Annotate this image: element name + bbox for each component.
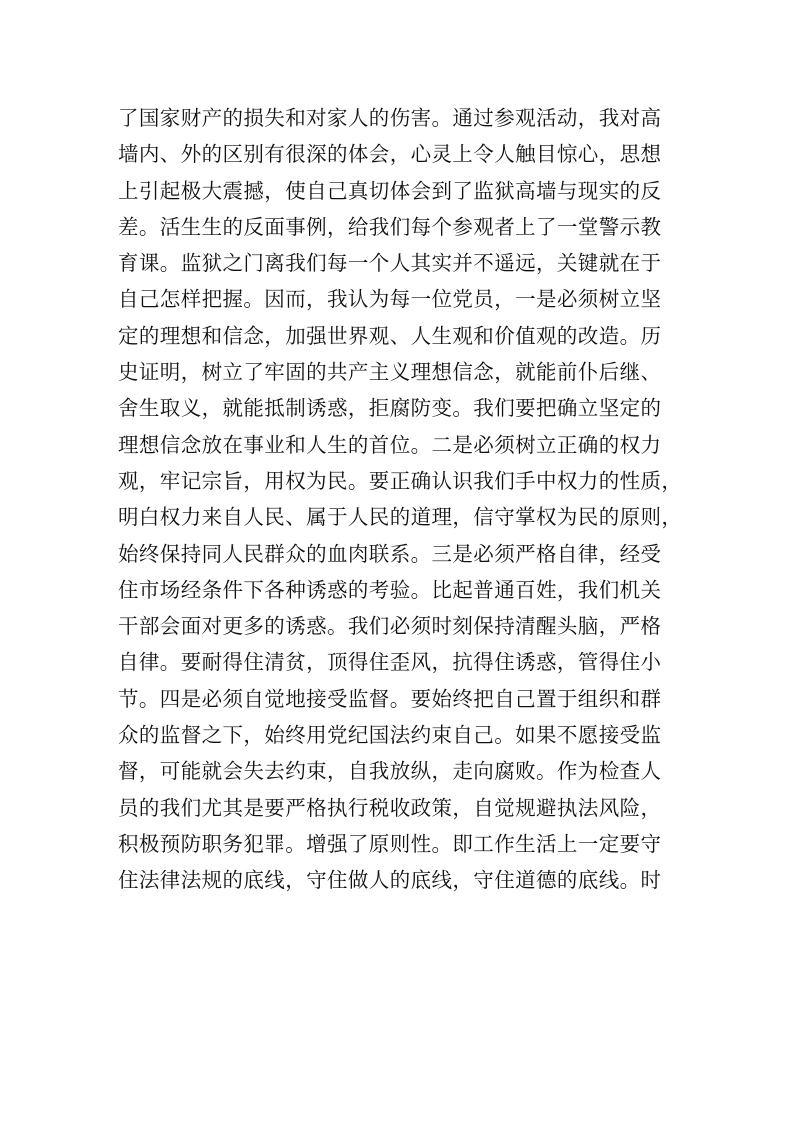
- text-line: 墙内、外的区别有很深的体会，心灵上令人触目惊心，思想: [118, 142, 662, 167]
- text-line: 始终保持同人民群众的血肉联系。三是必须严格自律，经受: [118, 541, 662, 566]
- text-line: 理想信念放在事业和人生的首位。二是必须树立正确的权力: [118, 432, 662, 457]
- text-line: 观，牢记宗旨，用权为民。要正确认识我们手中权力的性质，: [118, 468, 683, 493]
- text-line: 积极预防职务犯罪。增强了原则性。即工作生活上一定要守: [118, 831, 662, 856]
- text-line: 干部会面对更多的诱惑。我们必须时刻保持清醒头脑，严格: [118, 614, 662, 639]
- text-line: 明白权力来自人民、属于人民的道理，信守掌权为民的原则，: [118, 505, 683, 530]
- text-line: 定的理想和信念，加强世界观、人生观和价值观的改造。历: [118, 323, 662, 348]
- text-line: 员的我们尤其是要严格执行税收政策，自觉规避执法风险，: [118, 795, 662, 820]
- text-line: 史证明，树立了牢固的共产主义理想信念，就能前仆后继、: [118, 360, 662, 385]
- text-line: 自律。要耐得住清贫，顶得住歪风，抗得住诱惑，管得住小: [118, 650, 662, 675]
- text-line: 众的监督之下，始终用党纪国法约束自己。如果不愿接受监: [118, 723, 662, 748]
- text-line: 舍生取义，就能抵制诱惑，拒腐防变。我们要把确立坚定的: [118, 396, 662, 421]
- text-line: 上引起极大震撼，使自己真切体会到了监狱高墙与现实的反: [118, 178, 662, 203]
- text-line: 节。四是必须自觉地接受监督。要始终把自己置于组织和群: [118, 686, 662, 711]
- body-text: [118, 100, 698, 899]
- text-line: 住市场经条件下各种诱惑的考验。比起普通百姓，我们机关: [118, 577, 662, 602]
- text-line: 住法律法规的底线，守住做人的底线，守住道德的底线。时: [118, 868, 662, 893]
- text-line: 了国家财产的损失和对家人的伤害。通过参观活动，我对高: [118, 106, 662, 130]
- text-line: 督，可能就会失去约束，自我放纵，走向腐败。作为检查人: [118, 759, 662, 784]
- text-line: 差。活生生的反面事例，给我们每个参观者上了一堂警示教: [118, 214, 662, 239]
- text-line: 育课。监狱之门离我们每一个人其实并不遥远，关键就在于: [118, 251, 662, 276]
- text-line: 自己怎样把握。因而，我认为每一位党员，一是必须树立坚: [118, 287, 662, 312]
